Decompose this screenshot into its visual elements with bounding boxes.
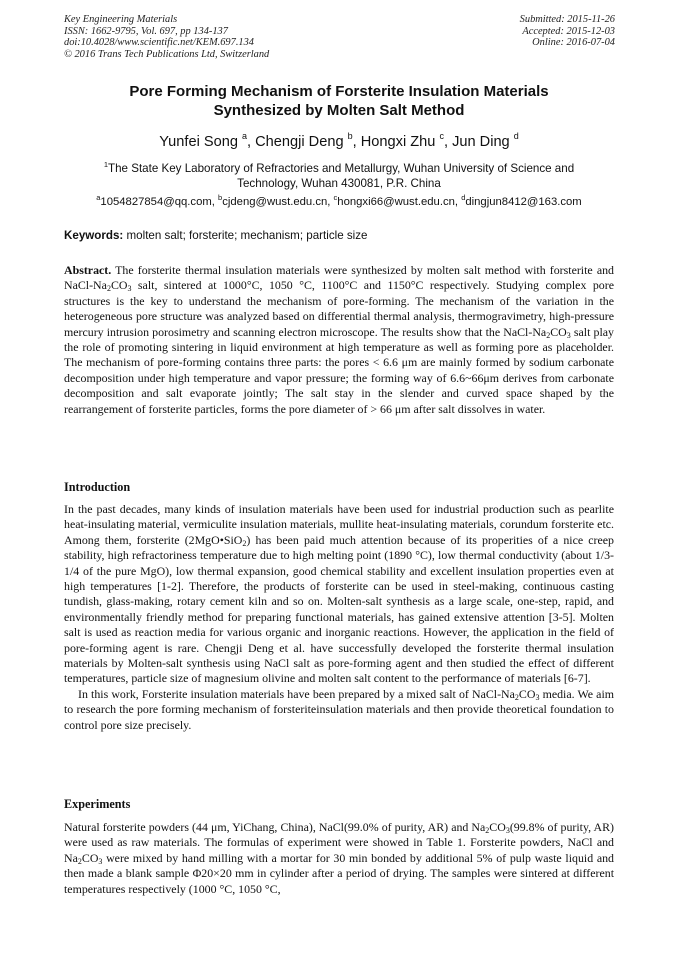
author-name: Hongxi Zhu — [360, 133, 436, 150]
journal-info — [64, 14, 269, 60]
issn-line: ISSN: 1662-9795, Vol. 697, pp 134-137 — [64, 25, 228, 37]
email-address: hongxi66@wust.edu.cn — [337, 195, 455, 208]
author-name: Chengji Deng — [255, 133, 344, 150]
email-mark: b — [218, 193, 223, 202]
affiliation — [80, 157, 598, 192]
publication-dates — [520, 14, 615, 49]
email-mark: c — [333, 193, 338, 202]
author-mark: c — [439, 131, 444, 141]
author-name: Yunfei Song — [159, 133, 238, 150]
abstract: Abstract. The forsterite thermal insulation materials were synthesized by molten salt method with forsterite and NaCl-$Na_2CO_3$ salt, sintered at 1000°C, 1050 °C, 1100°C and 1150°C respectively. Studying complex pore structures is the key to understand the mechanism of pore-forming. The mechanism of the variation in the heterogeneous pore structure was analyzed based on differential thermal analysis, thermogravimetry, high-pressure mercury intrusion porosimetry and scanning electron microscope. The results show that the NaCl-$Na_2CO_3$ salt play the role of promoting sintering in liquid environment at high temperature as well as forming pore as placeholder. The mechanism of pore-forming contains three parts: the pores < 6.6 μm are mainly formed by sodium carbonate decomposition under high temperature and vapor pressure; the forming way of 6.6~66μm derives from carbonate decomposition and salt evaporate jointly; The salt stay in the slender and curved space shaped by the rearrangement of forsterite particles, forms the pore diameter of > 66 μm after salt dissolves in water. — [64, 263, 614, 416]
abstract-label: Abstract. — [64, 263, 112, 277]
affiliation-text: The State Key Laboratory of Refractories and Metallurgy, Wuhan University of Science and Technology, Wuhan 430081, P.R. China — [108, 161, 575, 191]
keywords-text: molten salt; forsterite; mechanism; particle size — [126, 229, 368, 242]
author-mark: a — [242, 131, 248, 141]
paper-title — [60, 82, 618, 120]
email-address: 1054827854@qq.com — [100, 195, 212, 208]
introduction-heading: Introduction — [64, 480, 131, 494]
journal-name: Key Engineering Materials — [64, 14, 178, 25]
email-mark: a — [96, 193, 101, 202]
email-mark: d — [461, 193, 466, 202]
affiliation-mark: 1 — [103, 160, 109, 169]
introduction-body: In the past decades, many kinds of insulation materials have been used for industrial production such as pearlite heat-insulating material, vermiculite insulation materials, mullite heat-insulating materials, corundum forsterite etc. Among them, forsterite (2MgO•SiO$_2$) has been paid much attention because of its properities of a nice creep stability, high refractoriness temperature due to high melting point (1890 °C), low thermal conductivity (about 1/3-1/4 of the pure MgO), low thermal expansion, good chemical stability and excellent insulation properties even at high temperatures [1-2]. Therefore, the products of forsterite can be used in steel-making, continuous casting tundish, glass-making, rotary cement kiln and so on. Molten-salt synthesis as a large scale, one-step, rapid, and environmentally friendly method for preparing functional materials, has gained extensive attention [3-5]. Molten salt is used as reaction media for various organic and inorganic reactions. However, the application in the field of pore-forming agent is rare. Chengji Deng et al. have successfully developed the forsterite thermal insulation materials by Molten-salt synthesis using NaCl salt as pore-forming agent and then studied the effect of different temperatures, particle size of magnesium olivine and molten salt content to the performance of materials [6-7]. In this work, Forsterite insulation materials have been prepared by a mixed salt of NaCl-$Na_2CO_3$ media. We aim to research the pore forming mechanism of forsteriteinsulation materials and then provide theoretical foundation to control pore size precisely. — [64, 502, 614, 732]
email-address: cjdeng@wust.edu.cn — [222, 195, 328, 208]
title-line-1: Pore Forming Mechanism of Forsterite Insulation Materials — [129, 83, 549, 100]
keywords-label: Keywords: — [64, 229, 124, 242]
online-date: Online: 2016-07-04 — [532, 37, 615, 49]
submitted-date: Submitted: 2015-11-26 — [519, 14, 615, 25]
author-mark: d — [513, 131, 519, 141]
author-name: Jun Ding — [452, 133, 510, 150]
keywords — [64, 229, 616, 242]
experiments-heading: Experiments — [64, 797, 131, 811]
author-list: Yunfei Song $^a$, Chengji Deng $^b$, Hongxi Zhu $^c$, Jun Ding $^d$ — [159, 131, 519, 150]
accepted-date: Accepted: 2015-12-03 — [522, 25, 615, 37]
doi-line: doi:10.4028/www.scientific.net/KEM.697.134 — [64, 37, 254, 49]
experiments-body: Natural forsterite powders (44 μm, YiChang, China), NaCl(99.0% of purity, AR) and $Na_2CO_3(99.8\%$ of purity, AR) were used as raw materials. The formulas of experiment were showed in Table 1. Forsterite powders, NaCl and $Na_2CO_3$ were mixed by hand milling with a mortar for 30 min bonded by additional 5% of pulp waste liquid and then made a blank sample Φ20×20 mm in cylinder after a period of drying. The samples were sintered at different temperatures respectively (1000 °C, 1050 °C, — [64, 820, 615, 896]
author-emails: $^a$1054827854@qq.com, $^b$cjdeng@wust.edu.cn, $^c$hongxi66@wust.edu.cn, $^d$dingjun8412@163.com — [96, 193, 582, 208]
author-mark: b — [347, 131, 353, 141]
email-address: dingjun8412@163.com — [465, 195, 582, 208]
title-line-2: Synthesized by Molten Salt Method — [213, 102, 465, 119]
copyright-line: © 2016 Trans Tech Publications Ltd, Switzerland — [64, 48, 270, 60]
